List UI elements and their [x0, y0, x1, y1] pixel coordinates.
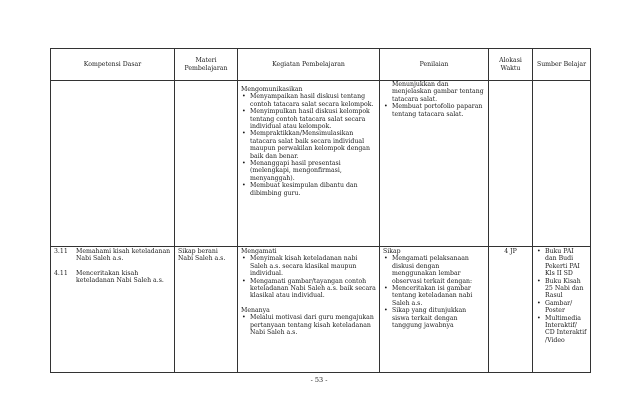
penilaian-list	[383, 255, 485, 329]
header-penilaian: Penilaian	[380, 49, 489, 81]
cell-sumber-empty	[533, 81, 591, 247]
penilaian-title: Sikap	[383, 248, 401, 255]
cell-kompetensi-empty	[51, 81, 175, 247]
cell-alokasi: 4 JP	[489, 247, 533, 373]
cell-kompetensi	[51, 247, 175, 373]
table-row	[51, 81, 591, 247]
header-materi: Materi Pembelajaran	[175, 49, 238, 81]
list-item: • Sikap yang ditunjukkan siswa terkait dengan tanggung jawabnya	[383, 307, 485, 329]
header-kegiatan: Kegiatan Pembelajaran	[238, 49, 380, 81]
list-item: • Membuat portofolio paparan tentang tatacara salat.	[383, 103, 485, 118]
cell-penilaian	[380, 81, 489, 247]
list-item: • Mengamati pelaksanaan diskusi dengan menggunakan lembar observasi terkait dengan:	[383, 255, 485, 285]
kd-text: Menceritakan kisah keteladanan Nabi Saleh a.s.	[76, 269, 164, 285]
penilaian-lead: Menunjukkan dan menjelaskan gambar tentang tatacara salat.	[392, 81, 484, 103]
header-kompetensi: Kompetensi Dasar	[51, 49, 175, 81]
list-item: • Menyampaikan hasil diskusi tentang contoh tatacara salat secara kelompok.	[241, 93, 376, 108]
list-item: • Gambar/ Poster	[536, 300, 587, 315]
list-item: • Membuat kesimpulan dibantu dan dibimbing guru.	[241, 182, 376, 197]
header-row	[51, 49, 591, 81]
list-item: • Menyimpulkan hasil diskusi kelompok tentang contoh tatacara salat secara individual atau kelompok.	[241, 108, 376, 130]
kd-item	[54, 270, 171, 285]
page-number: - 53 -	[310, 376, 328, 384]
list-item: • Multimedia Interaktif/ CD Interaktif /Video	[536, 315, 587, 345]
table-row	[51, 247, 591, 373]
kegiatan-title: Mengamati	[241, 248, 277, 255]
kegiatan-title: Menanya	[241, 306, 270, 314]
kegiatan-list	[241, 314, 376, 336]
list-item: • Menceritakan isi gambar tentang keteladanan nabi Saleh a.s.	[383, 285, 485, 307]
list-item: • Menanggapi hasil presentasi (melengkapi, mengonfirmasi, menyanggah).	[241, 160, 376, 182]
list-item: • Buku PAI dan Budi Pekerti PAI Kls II SD	[536, 248, 587, 278]
list-item: • Menyimak kisah keteladanan nabi Saleh a.s. secara klasikal maupun individual.	[241, 255, 376, 277]
header-alokasi: Alokasi Waktu	[489, 49, 533, 81]
kegiatan-list	[241, 93, 376, 197]
penilaian-list	[383, 103, 485, 118]
kd-number: 3.11	[54, 248, 68, 255]
list-item: • Mengamati gambar/tayangan contoh keteladanan Nabi Saleh a.s. baik secara klasikal atau individual.	[241, 278, 376, 300]
sumber-list	[536, 248, 587, 344]
silabus-table	[50, 48, 591, 373]
header-sumber: Sumber Belajar	[533, 49, 591, 81]
kd-number: 4.11	[54, 269, 68, 277]
list-item: • Melalui motivasi dari guru mengajukan pertanyaan tentang kisah keteladanan Nabi Saleh a.s.	[241, 314, 376, 336]
cell-materi-empty	[175, 81, 238, 247]
cell-materi: Sikap berani Nabi Saleh a.s.	[175, 247, 238, 373]
cell-alokasi-empty	[489, 81, 533, 247]
kd-text: Memahami kisah keteladanan Nabi Saleh a.s.	[76, 248, 171, 263]
kegiatan-list	[241, 255, 376, 299]
kegiatan-title: Mengomunikasikan	[241, 86, 303, 93]
list-item: • Mempraktikkan/Mensimulasikan tatacara salat baik secara individual maupun perwakilan kelompok dengan baik dan benar.	[241, 130, 376, 160]
cell-kegiatan	[238, 81, 380, 247]
rpp-table-page	[50, 48, 590, 373]
kd-item	[54, 248, 171, 263]
list-item: • Buku Kisah 25 Nabi dan Rasul	[536, 278, 587, 300]
cell-kegiatan	[238, 247, 380, 373]
cell-penilaian	[380, 247, 489, 373]
cell-sumber	[533, 247, 591, 373]
